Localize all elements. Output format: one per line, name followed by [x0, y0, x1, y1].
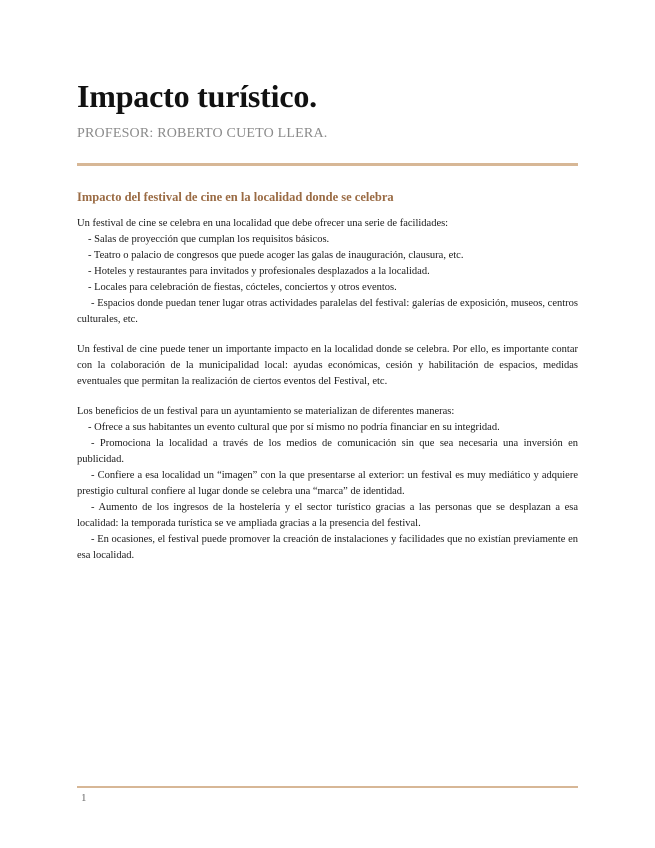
- benefit-item: - Promociona la localidad a través de los medios de comunicación sin que sea necesaria una inversión en publicidad.: [77, 438, 578, 465]
- benefit-item: - Ofrece a sus habitantes un evento cultural que por sí mismo no podría financiar en su integridad.: [88, 422, 500, 433]
- benefit-item: - Confiere a esa localidad un “imagen” con la que presentarse al exterior: un festival es muy mediático y adquiere prestigio cultural confiere al lugar donde se celebra una “marca” de identidad.: [77, 470, 578, 497]
- municipality-paragraph: Un festival de cine puede tener un importante impacto en la localidad donde se celebra. Por ello, es importante contar con la colaboración de la municipalidad local: ayudas económicas, cesión y habilitación de espacios, medidas eventuales que permitan la realización de ciertos eventos del Festival, etc.: [77, 344, 578, 387]
- benefits-intro: Los beneficios de un festival para un ayuntamiento se materializan de diferentes maneras:: [77, 406, 455, 417]
- intro-paragraph: Un festival de cine se celebra en una localidad que debe ofrecer una serie de facilidades:: [77, 218, 449, 229]
- footer-divider: [77, 786, 578, 788]
- author-subtitle: PROFESOR: ROBERTO CUETO LLERA.: [77, 126, 328, 141]
- page-title: Impacto turístico.: [77, 78, 317, 114]
- facility-item: - Hoteles y restaurantes para invitados y profesionales desplazados a la localidad.: [88, 266, 430, 277]
- section-heading: Impacto del festival de cine en la localidad donde se celebra: [77, 190, 394, 204]
- header-divider: [77, 163, 578, 166]
- benefit-item: - En ocasiones, el festival puede promover la creación de instalaciones y facilidades que no existían previamente en esa localidad.: [77, 534, 578, 561]
- facility-item: - Espacios donde puedan tener lugar otras actividades paralelas del festival: galerías de exposición, museos, centros culturales, etc.: [77, 298, 578, 325]
- facility-item: - Locales para celebración de fiestas, cócteles, conciertos y otros eventos.: [88, 282, 397, 293]
- facility-item: - Teatro o palacio de congresos que puede acoger las galas de inauguración, clausura, etc.: [88, 250, 464, 261]
- document-body: [77, 216, 578, 564]
- benefit-item: - Aumento de los ingresos de la hostelería y el sector turístico gracias a las personas que se desplazan a esa localidad: la temporada turística se ve ampliada gracias a la presencia del festival.: [77, 502, 578, 529]
- page-number: 1: [81, 792, 87, 804]
- facility-item: - Salas de proyección que cumplan los requisitos básicos.: [88, 234, 330, 245]
